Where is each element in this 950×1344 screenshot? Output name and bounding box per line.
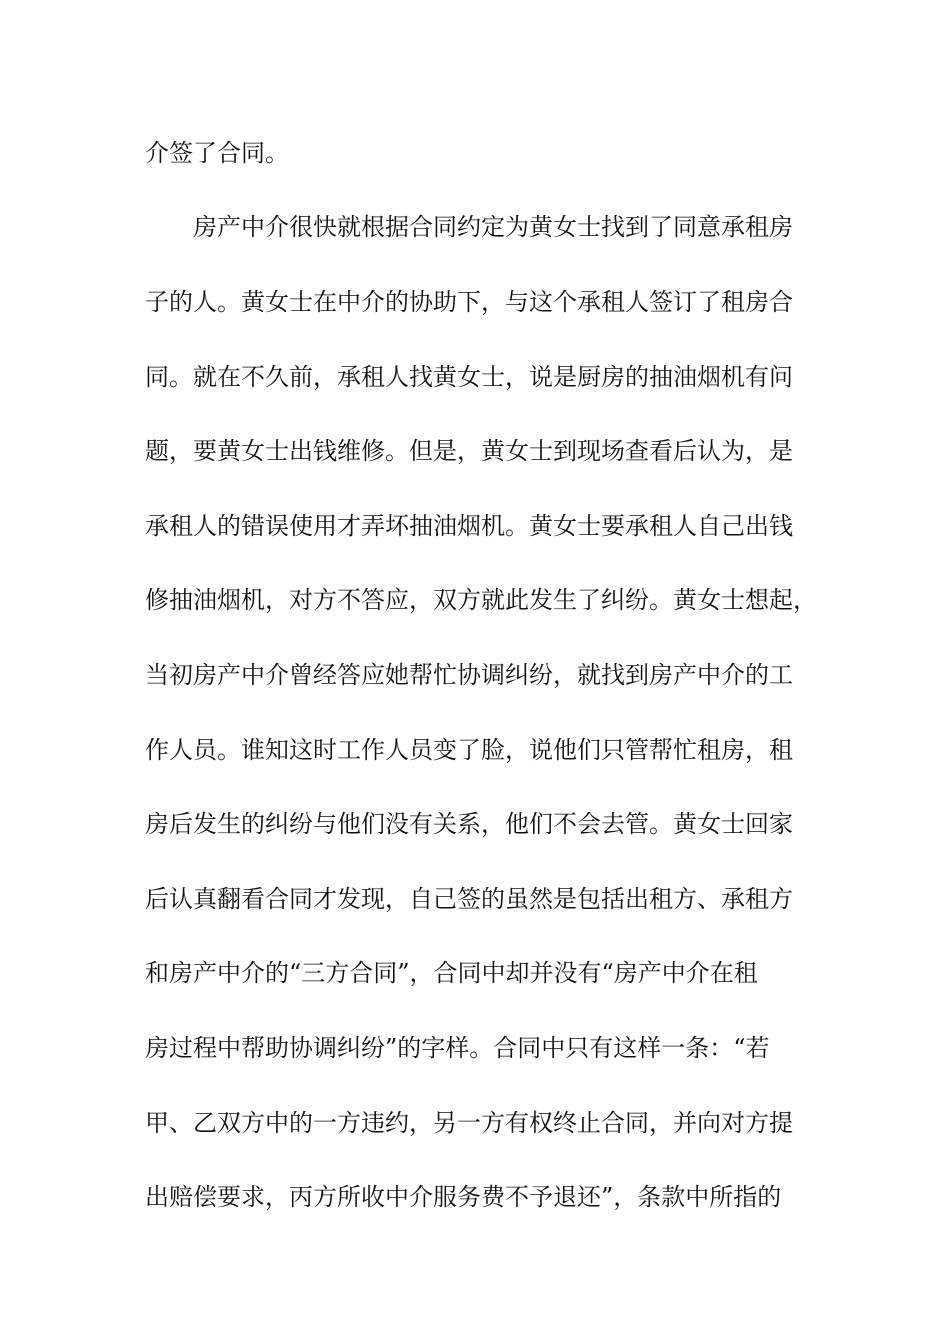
paragraph-line-12: 和房产中介的“三方合同”，合同中却并没有“房产中介在租 — [145, 959, 758, 987]
paragraph-line-11: 后认真翻看合同才发现，自己签的虽然是包括出租方、承租方 — [145, 885, 793, 913]
paragraph-line-8: 当初房产中介曾经答应她帮忙协调纠纷，就找到房产中介的工 — [145, 661, 793, 689]
paragraph-line-14: 甲、乙双方中的一方违约，另一方有权终止合同，并向对方提 — [145, 1109, 793, 1137]
paragraph-line-3: 子的人。黄女士在中介的协助下，与这个承租人签订了租房合 — [145, 288, 793, 316]
paragraph-line-6: 承租人的错误使用才弄坏抽油烟机。黄女士要承租人自己出钱 — [145, 512, 793, 540]
paragraph-line-1: 介签了合同。 — [145, 139, 289, 167]
paragraph-line-10: 房后发生的纠纷与他们没有关系，他们不会去管。黄女士回家 — [145, 810, 793, 838]
paragraph-line-5: 题，要黄女士出钱维修。但是，黄女士到现场查看后认为，是 — [145, 437, 793, 465]
paragraph-line-7: 修抽油烟机，对方不答应，双方就此发生了纠纷。黄女士想起， — [145, 586, 817, 614]
paragraph-line-15: 出赔偿要求，丙方所收中介服务费不予退还”，条款中所指的 — [145, 1183, 782, 1211]
paragraph-line-9: 作人员。谁知这时工作人员变了脸，说他们只管帮忙租房，租 — [145, 736, 793, 764]
paragraph-line-4: 同。就在不久前，承租人找黄女士，说是厨房的抽油烟机有问 — [145, 363, 793, 391]
paragraph-line-2: 房产中介很快就根据合同约定为黄女士找到了同意承租房 — [193, 213, 793, 241]
paragraph-line-13: 房过程中帮助协调纠纷”的字样。合同中只有这样一条：“若 — [145, 1034, 770, 1062]
